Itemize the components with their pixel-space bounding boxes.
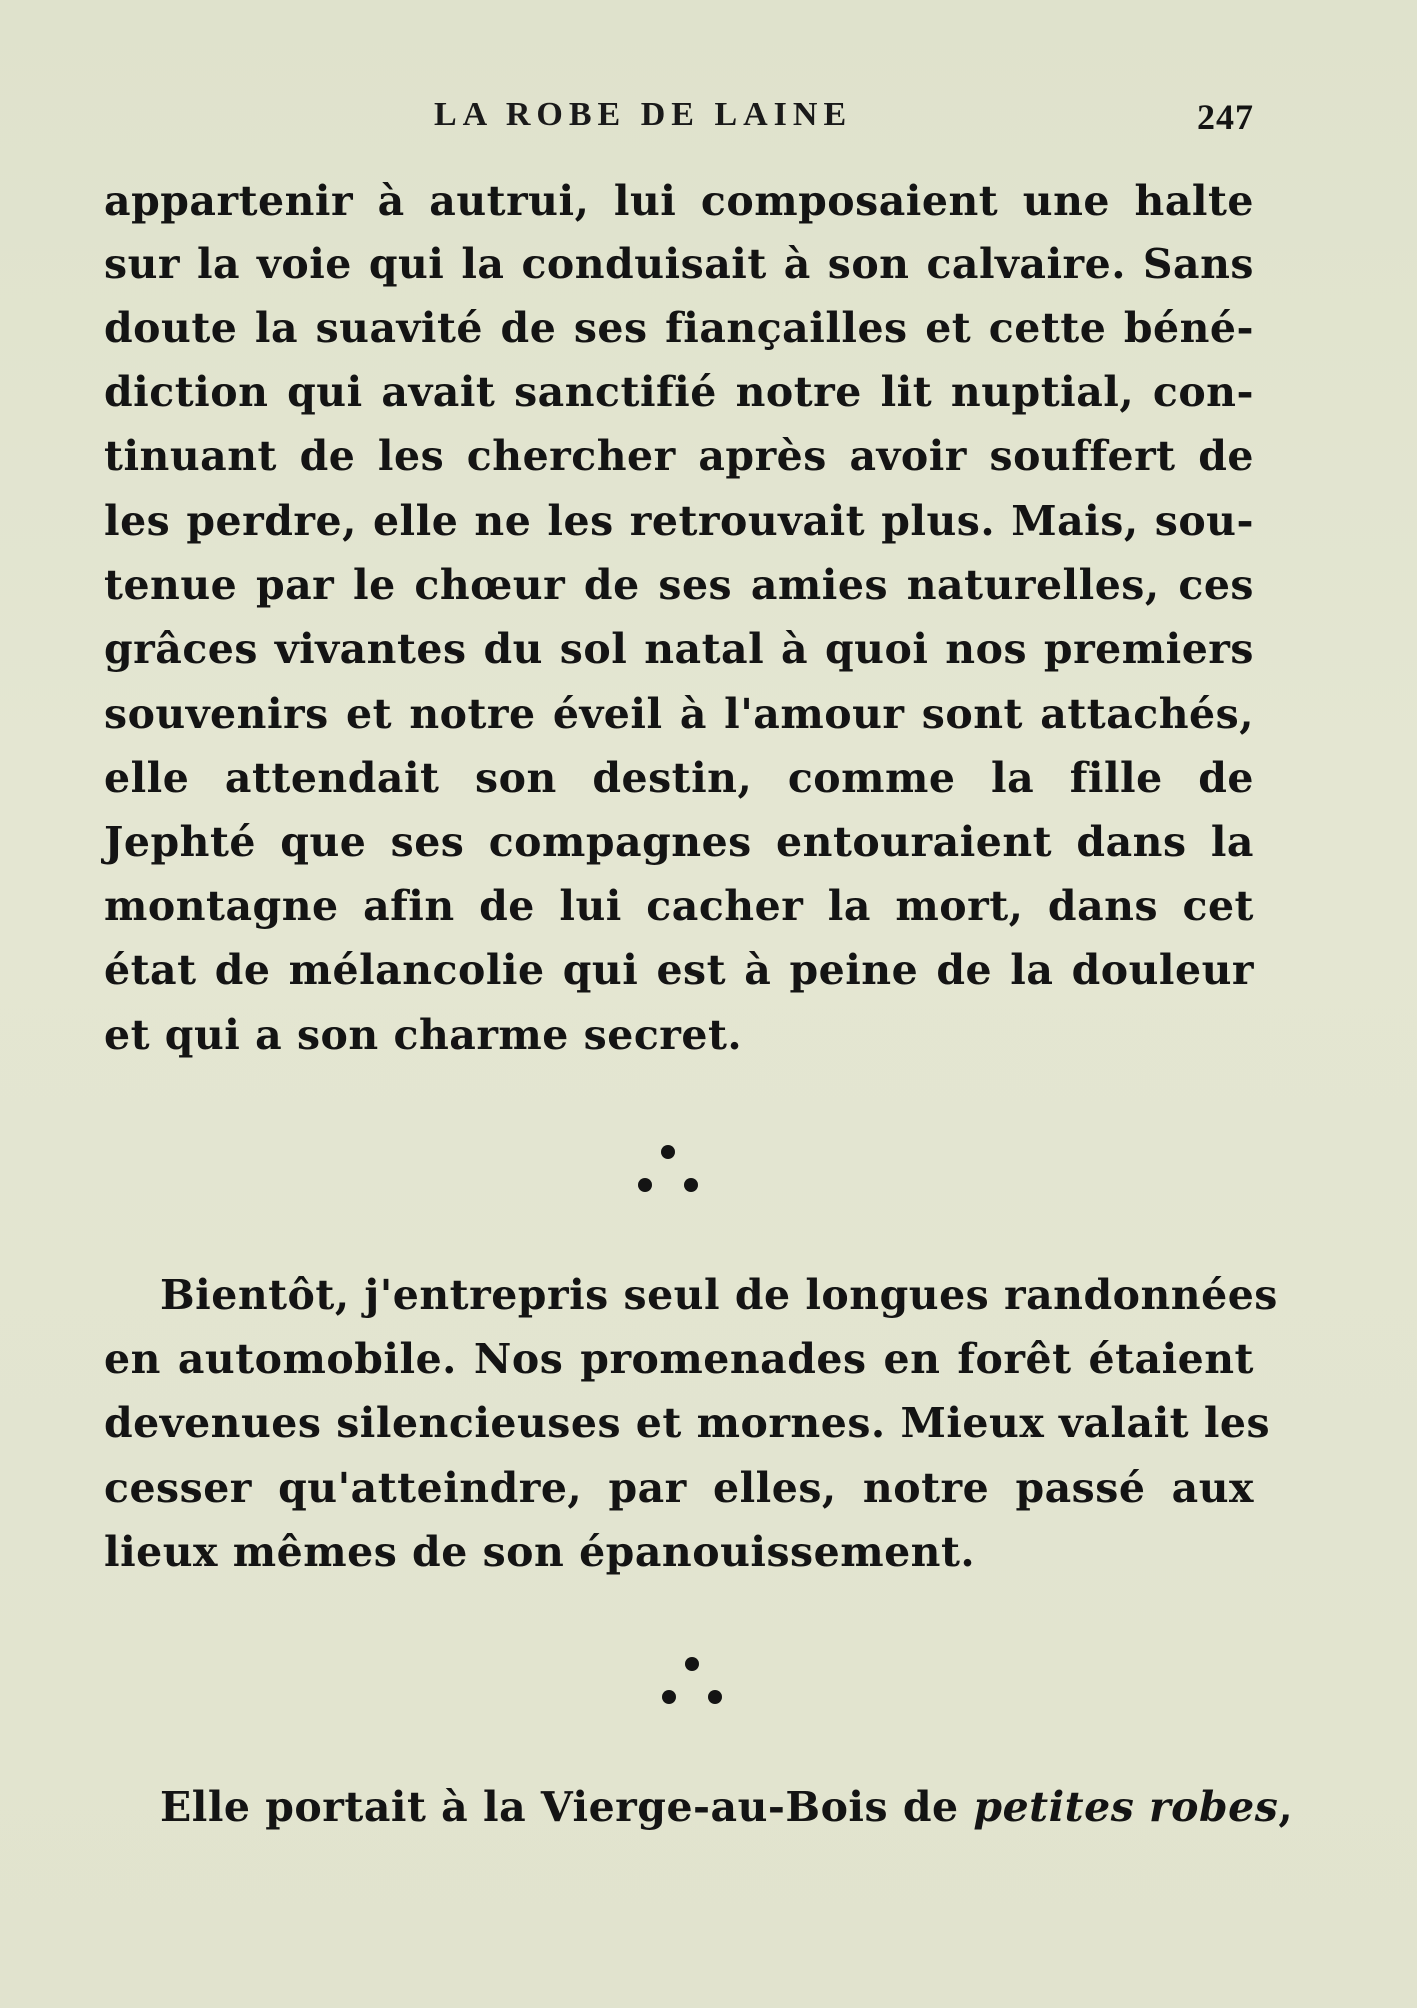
ornament-star-icon [684, 1178, 698, 1192]
paragraph-1-line: elle attendait son destin, comme la fille de [104, 754, 1254, 802]
paragraph-3-punctuation: , [1278, 1783, 1294, 1831]
paragraph-1-line: sur la voie qui la conduisait à son calvaire. Sans [104, 240, 1254, 288]
section-break-ornament [628, 1140, 708, 1210]
paragraph-1-line: souvenirs et notre éveil à l'amour sont attachés, [104, 690, 1254, 738]
section-break-ornament [652, 1652, 732, 1722]
ornament-star-icon [685, 1657, 699, 1671]
paragraph-1-line: les perdre, elle ne les retrouvait plus. Mais, sou- [104, 497, 1254, 545]
paragraph-1-line: tenue par le chœur de ses amies naturelles, ces [104, 561, 1254, 609]
paragraph-2-line: devenues silencieuses et mornes. Mieux valait les [104, 1399, 1271, 1447]
paragraph-1-line: et qui a son charme secret. [104, 1011, 743, 1059]
paragraph-2-line: en automobile. Nos promenades en forêt étaient [104, 1335, 1254, 1383]
paragraph-2-line: cesser qu'atteindre, par elles, notre passé aux [104, 1464, 1254, 1512]
paragraph-1-line: appartenir à autrui, lui composaient une halte [104, 177, 1254, 225]
paragraph-1-line: Jephté que ses compagnes entouraient dans la [104, 818, 1254, 866]
running-title: LA ROBE DE LAINE [434, 96, 853, 133]
page-number: 247 [1197, 97, 1254, 137]
paragraph-3-line [104, 1782, 1294, 1832]
paragraph-3-text: Elle portait à la Vierge-au-Bois de [160, 1783, 974, 1831]
ornament-star-icon [662, 1690, 676, 1704]
paragraph-1-line: doute la suavité de ses fiançailles et cette béné- [104, 304, 1254, 352]
paragraph-2-line: Bientôt, j'entrepris seul de longues randonnées [160, 1271, 1278, 1319]
paragraph-1-line: grâces vivantes du sol natal à quoi nos premiers [104, 625, 1254, 673]
paragraph-1-line: montagne afin de lui cacher la mort, dans cet [104, 882, 1254, 930]
paragraph-1-line: diction qui avait sanctifié notre lit nuptial, con- [104, 368, 1254, 416]
paragraph-2-line: lieux mêmes de son épanouissement. [104, 1528, 976, 1576]
ornament-star-icon [708, 1690, 722, 1704]
ornament-star-icon [638, 1178, 652, 1192]
paragraph-1-line: tinuant de les chercher après avoir souffert de [104, 432, 1254, 480]
paragraph-3-italic-text: petites robes [973, 1783, 1279, 1831]
paragraph-1-line: état de mélancolie qui est à peine de la douleur [104, 946, 1254, 994]
ornament-star-icon [661, 1145, 675, 1159]
page-header [104, 96, 1254, 140]
